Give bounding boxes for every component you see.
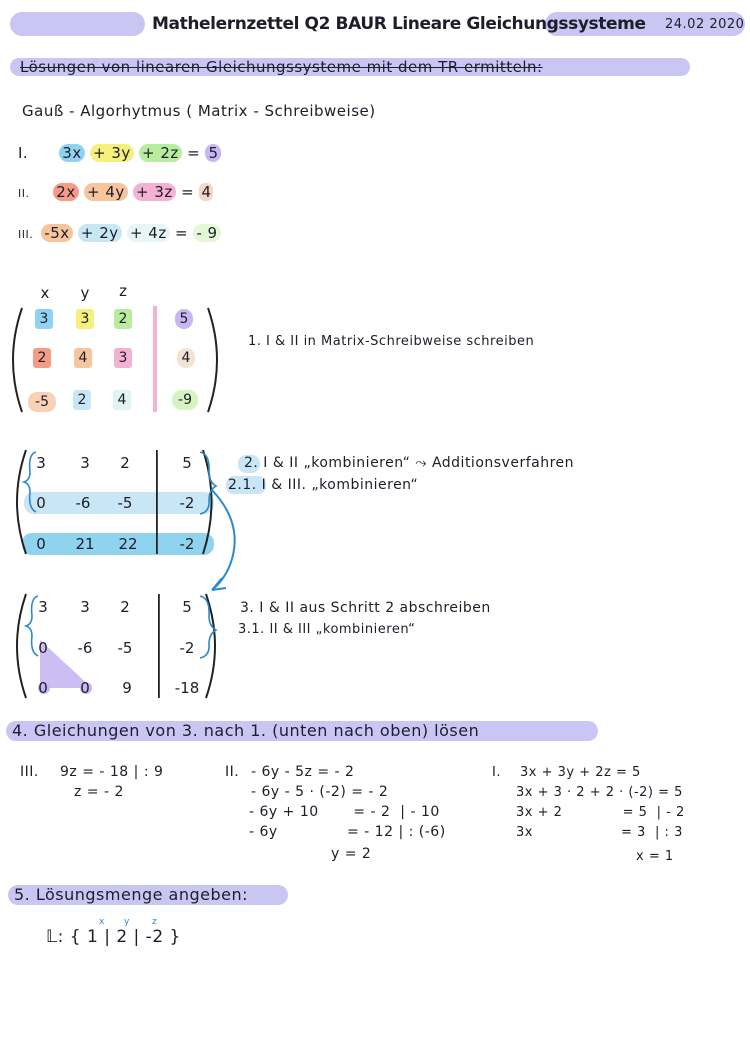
- term-y: + 2y: [78, 224, 122, 242]
- step-1-note: 1. I & II in Matrix-Schreibweise schreiben: [248, 334, 535, 349]
- step-21-note: 2.1. I & III. „kombinieren“: [228, 477, 419, 493]
- m1-cell: 2: [114, 309, 132, 329]
- term-z: + 3z: [133, 183, 176, 201]
- solve-line: - 6y + 10 = - 2 | - 10: [249, 804, 440, 820]
- solve-line: 3x + 3 · 2 + 2 · (-2) = 5: [516, 785, 683, 800]
- m3-cell: 0: [38, 679, 48, 697]
- m3-cell: 0: [80, 679, 90, 697]
- equation-label: II.: [18, 187, 30, 200]
- m1-cell: 4: [177, 348, 195, 368]
- page-title: Mathelernzettel Q2 BAUR Lineare Gleichungssysteme: [152, 14, 646, 34]
- solve-line: 3x = 3 | : 3: [516, 825, 683, 840]
- col-label: II.: [225, 764, 240, 780]
- m2-cell: 3: [36, 454, 46, 472]
- m3-cell: 5: [182, 598, 192, 616]
- m2-cell: -5: [117, 494, 133, 512]
- var-z-label: z: [152, 917, 157, 927]
- matrix-1: [0, 280, 750, 420]
- matrix-2: [0, 442, 750, 557]
- solve-line: 3x + 2 = 5 | - 2: [516, 805, 685, 820]
- var-z-label: z: [119, 282, 127, 300]
- m3-cell: 9: [122, 679, 132, 697]
- var-x-label: x: [40, 284, 50, 302]
- m3-cell: -2: [179, 639, 195, 657]
- page-date: 24.02 2020: [665, 17, 745, 32]
- m3-cell: -18: [174, 679, 200, 697]
- term-result: 4: [201, 183, 212, 201]
- equation-label: III.: [18, 228, 34, 241]
- m3-cell: -6: [77, 639, 93, 657]
- m2-cell: 0: [36, 494, 46, 512]
- m2-cell: -6: [75, 494, 91, 512]
- m1-cell: -5: [28, 392, 56, 412]
- m3-cell: 3: [38, 598, 48, 616]
- m2-cell: 5: [182, 454, 192, 472]
- solve-line: - 6y = - 12 | : (-6): [249, 824, 446, 840]
- method-label: Gauß - Algorhytmus ( Matrix - Schreibweise): [22, 102, 376, 120]
- var-x-label: x: [99, 917, 105, 927]
- m2-cell: 2: [120, 454, 130, 472]
- step-5-heading: 5. Lösungsmenge angeben:: [14, 885, 249, 904]
- equals: =: [187, 144, 201, 162]
- solve-line: - 6y - 5z = - 2: [251, 764, 355, 780]
- m2-cell: -2: [179, 494, 195, 512]
- m1-cell: -9: [172, 390, 198, 410]
- solve-line: x = 1: [636, 849, 674, 864]
- solve-line: z = - 2: [74, 784, 124, 800]
- term-x: 3x: [59, 144, 84, 162]
- m1-cell: 2: [33, 348, 51, 368]
- solution-value: 𝕃: { 1 | 2 | -2 }: [46, 927, 181, 947]
- term-result: 5: [205, 144, 221, 162]
- step-31-note: 3.1. II & III „kombinieren“: [238, 622, 416, 637]
- step-4-heading: 4. Gleichungen von 3. nach 1. (unten nach oben) lösen: [12, 721, 480, 740]
- col-label: III.: [20, 764, 39, 780]
- m1-cell: 5: [175, 309, 193, 329]
- solve-line: 3x + 3y + 2z = 5: [520, 765, 641, 780]
- solve-line: - 6y - 5 · (-2) = - 2: [251, 784, 389, 800]
- equals: =: [175, 224, 189, 242]
- equation-label: I.: [18, 144, 29, 162]
- step-3-note: 3. I & II aus Schritt 2 abschreiben: [240, 600, 491, 616]
- term-z: + 4z: [127, 224, 170, 242]
- m1-cell: 2: [73, 390, 91, 410]
- equation-1: [18, 144, 221, 162]
- header-highlight-left: [10, 12, 145, 36]
- equation-3: [18, 224, 221, 242]
- term-y: + 4y: [84, 183, 128, 201]
- step-2-note: 2. I & II „kombinieren“ ⤳ Additionsverfahren: [244, 455, 575, 471]
- var-y-label: y: [124, 917, 130, 927]
- equals: =: [181, 183, 195, 201]
- solve-line: 9z = - 18 | : 9: [60, 764, 164, 780]
- m2-cell: 22: [118, 535, 138, 553]
- term-x: 2x: [53, 183, 78, 201]
- var-y-label: y: [80, 284, 90, 302]
- col-label: I.: [492, 765, 501, 780]
- term-y: + 3y: [90, 144, 134, 162]
- matrix-3: [0, 588, 750, 703]
- m2-cell: -2: [179, 535, 195, 553]
- section-heading: Lösungen von linearen Gleichungssysteme mit dem TR ermitteln:: [20, 58, 543, 76]
- term-result: - 9: [193, 224, 220, 242]
- header-bar: [0, 10, 750, 38]
- step-arrow-icon: [200, 480, 250, 600]
- m2-cell: 3: [80, 454, 90, 472]
- term-x: -5x: [41, 224, 72, 242]
- m3-cell: 0: [38, 639, 48, 657]
- m3-cell: 2: [120, 598, 130, 616]
- m2-cell: 21: [75, 535, 95, 553]
- m3-cell: -5: [117, 639, 133, 657]
- m1-cell: 4: [113, 390, 131, 410]
- m2-cell: 0: [36, 535, 46, 553]
- m1-cell: 4: [74, 348, 92, 368]
- term-z: + 2z: [139, 144, 182, 162]
- m1-cell: 3: [114, 348, 132, 368]
- m3-cell: 3: [80, 598, 90, 616]
- equation-2: [18, 183, 213, 201]
- solve-line: y = 2: [331, 846, 372, 862]
- m1-cell: 3: [76, 309, 94, 329]
- m1-cell: 3: [35, 309, 53, 329]
- solution-set: [46, 915, 246, 955]
